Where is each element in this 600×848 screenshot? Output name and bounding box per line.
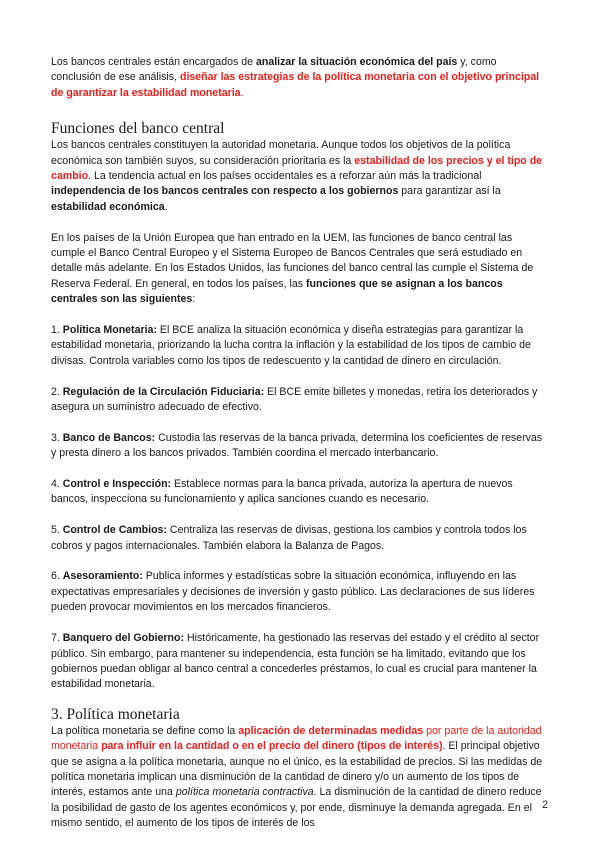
document-page: [51, 55, 548, 832]
function-item: [51, 323, 548, 369]
function-title: Banco de Bancos:: [62, 431, 156, 444]
function-number: 1.: [51, 324, 63, 337]
funciones-p1-highlight-1: estabilidad de los precios y el tipo de cambio: [51, 154, 543, 183]
function-title: Política Monetaria:: [62, 324, 157, 337]
function-title: Asesoramiento:: [62, 570, 143, 583]
function-item: [51, 631, 548, 693]
function-text: Custodia las reservas de la banca privada, determina los coeficientes de reservas y presta dinero a los bancos privados. También coordina el mercado interbancario.: [51, 431, 543, 460]
function-item: [51, 523, 548, 554]
function-text: Centraliza las reservas de divisas, gestiona los cambios y controla todos los cobros y pagos internacionales. También elabora la Balanza de Pagos.: [51, 524, 527, 552]
function-text: Publica informes y estadísticas sobre la situación económica, influyendo en las expectativas empresariales y decisiones de inversión y gasto público. Las declaraciones de sus líderes pueden provocar movimientos en los mercados financieros.: [51, 570, 535, 614]
funciones-p2-text-1: En los países de la Unión Europea que han entrado en la UEM, las funciones de banco central las cumple el Banco Central Europeo y el Sistema Europeo de Bancos Centrales que será estudiado en detalle más adelante. En los Estados Unidos, las funciones del banco central las cumple el Sistema de Reserva Federal. En general, en todos los países, las: [51, 231, 534, 290]
function-number: 2.: [51, 385, 63, 398]
function-text: Históricamente, ha gestionado las reservas del estado y el crédito al sector público. Sin embargo, para mantener su independencia, esta función se ha limitado, evitando que los gobiernos puedan obligar al banco central a concederles préstamos, lo cual es crucial para mantener la estabilidad monetaria.: [51, 632, 540, 691]
funciones-p1-bold-1: independencia de los bancos centrales con respecto a los gobiernos: [51, 185, 399, 198]
function-number: 4.: [51, 478, 63, 491]
function-item: [51, 569, 548, 615]
function-number: 6.: [51, 570, 63, 583]
funciones-paragraph-2: [51, 231, 548, 308]
politica-text-3: . La disminución de la cantidad de dinero reduce la posibilidad de gasto de los agentes económicos y, por ende, disminuye la demanda agregada. En el mismo sentido, el aumento de los tipos de interés de los: [51, 786, 542, 830]
funciones-p1-text-2: . La tendencia actual en los países occidentales es a reforzar aún más la tradicional: [88, 170, 482, 183]
function-number: 7.: [51, 632, 63, 645]
function-number: 5.: [51, 524, 63, 537]
intro-highlight: diseñar las estrategias de la política monetaria con el objetivo principal de garantizar la estabilidad monetaria: [51, 71, 540, 99]
politica-text-2: . El principal objetivo que se asigna a la política monetaria, aunque no el único, es la estabilidad de precios. Si las medidas de política monetaria implican una disminución de la cantidad de dinero y/o un aumento de los tipos de interés, estamos ante una: [51, 740, 543, 799]
function-title: Control de Cambios:: [62, 524, 167, 537]
politica-highlight-2: para influir en la cantidad o en el precio del dinero (tipos de interés): [101, 740, 443, 753]
intro-text-3: .: [240, 86, 244, 99]
funciones-p1-bold-2: estabilidad económica: [51, 200, 165, 213]
funciones-paragraph-1: [51, 138, 548, 215]
funciones-p1-text-3: para garantizar así la: [398, 185, 501, 198]
function-text: El BCE emite billetes y monedas, retira los deteriorados y asegura un suministro adecuado de efectivo.: [51, 385, 538, 414]
politica-red-text: por parte de la autoridad monetaria: [51, 724, 542, 753]
politica-text-1: La política monetaria se define como la: [51, 724, 239, 737]
politica-paragraph: [51, 724, 548, 832]
function-number: 3.: [51, 431, 63, 444]
function-text: El BCE analiza la situación económica y diseña estrategias para garantizar la estabilidad monetaria, priorizando la lucha contra la inflación y la estabilidad de los tipos de cambio de divisas. Controla variables como los tipos de redescuento y la cantidad de dinero en circulación.: [51, 324, 531, 367]
function-text: Establece normas para la banca privada, autoriza la apertura de nuevos bancos, inspecciona su funcionamiento y aplica sanciones cuando es necesario.: [51, 478, 513, 506]
page-number: 2: [542, 799, 548, 811]
politica-italic: política monetaria contractiva: [175, 786, 314, 799]
funciones-p1-text-4: .: [164, 200, 168, 213]
function-item: [51, 477, 548, 508]
heading-politica-monetaria: 3. Política monetaria: [51, 705, 180, 723]
funciones-p1-text-1: Los bancos centrales constituyen la autoridad monetaria. Aunque todos los objetivos de la política económica son también suyos, su consideración prioritaria es la: [51, 139, 511, 167]
function-item: [51, 431, 548, 462]
funciones-p2-text-2: :: [192, 293, 196, 306]
politica-highlight-1: aplicación de determinadas medidas: [238, 724, 424, 737]
function-title: Banquero del Gobierno:: [62, 632, 185, 645]
funciones-p2-bold: funciones que se asignan a los bancos centrales son las siguientes: [51, 277, 503, 306]
intro-paragraph: [51, 55, 548, 101]
intro-text-1: Los bancos centrales están encargados de: [51, 56, 256, 68]
function-title: Regulación de la Circulación Fiduciaria:: [62, 385, 265, 398]
function-title: Control e Inspección:: [62, 478, 172, 491]
intro-bold-1: analizar la situación económica del país: [255, 56, 458, 68]
function-item: [51, 385, 548, 416]
heading-funciones: Funciones del banco central: [51, 120, 225, 138]
intro-text-2: y, como conclusión de ese análisis,: [51, 56, 497, 84]
